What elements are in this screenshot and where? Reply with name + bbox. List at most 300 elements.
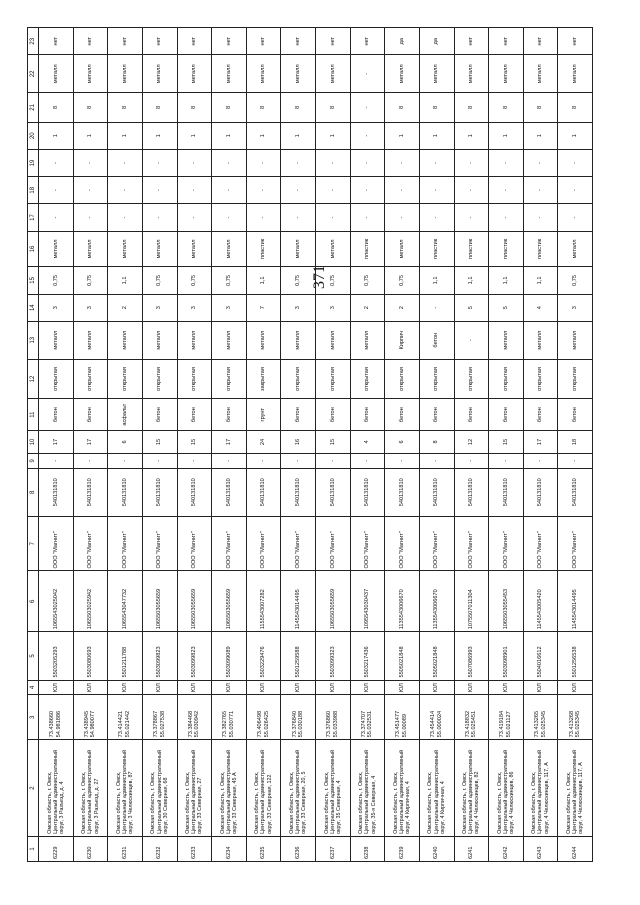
cell-9-cell: -: [454, 453, 489, 468]
fence-cell: металл: [489, 321, 524, 359]
column-header: 10: [28, 430, 39, 453]
fence-cell: металл: [316, 321, 351, 359]
container-material-cell: металл: [39, 231, 74, 267]
cell-9-cell: -: [316, 453, 351, 468]
cell-18-cell: -: [281, 177, 316, 204]
cell-20-cell: 1: [212, 122, 247, 149]
inn-cell: 1065503055659: [177, 571, 212, 632]
inn-cell: 1145543014495: [281, 571, 316, 632]
registry-table: [27, 27, 593, 862]
record-number-cell: 6242: [489, 836, 524, 861]
table-body: [39, 28, 593, 862]
cell-20-cell: 1: [419, 122, 454, 149]
cell-18-cell: -: [385, 177, 420, 204]
volume-cell: 1,1: [246, 267, 281, 294]
organization-cell: ООО "Магнит": [246, 516, 281, 571]
volume-cell: 1,1: [454, 267, 489, 294]
cell-21-cell: 8: [73, 93, 108, 122]
ogrn-cell: 5503229476: [246, 632, 281, 680]
surface-cell: бетон: [39, 399, 74, 430]
cell-19-cell: -: [523, 149, 558, 176]
cell-18-cell: -: [316, 177, 351, 204]
cell-8-cell: 540131810: [177, 468, 212, 516]
cell-21-cell: 8: [419, 93, 454, 122]
inn-cell: 1135543006670: [385, 571, 420, 632]
fence-cell: металл: [73, 321, 108, 359]
cell-22-cell: металл: [246, 55, 281, 93]
cell-22-cell: металл: [385, 55, 420, 93]
cell-8-cell: 540131810: [39, 468, 74, 516]
cell-14-cell: 7: [246, 294, 281, 321]
cell-21-cell: 8: [558, 93, 593, 122]
organization-cell: ООО "Магнит": [142, 516, 177, 571]
record-number-cell: 6233: [177, 836, 212, 861]
cell-8-cell: 540131810: [454, 468, 489, 516]
cell-23-cell: нет: [142, 28, 177, 55]
cell-19-cell: -: [246, 149, 281, 176]
cell-9-cell: -: [489, 453, 524, 468]
table-row: [212, 28, 247, 862]
cell-22-cell: -: [350, 55, 385, 93]
site-type-cell: открытая: [419, 359, 454, 399]
cell-20-cell: 1: [316, 122, 351, 149]
record-number-cell: 6231: [108, 836, 143, 861]
cell-22-cell: металл: [142, 55, 177, 93]
coordinates-cell: 73.419184 55.021127: [489, 695, 524, 740]
column-header: 2: [28, 740, 39, 837]
column-header: 14: [28, 294, 39, 321]
ogrn-cell: 5503099823: [177, 632, 212, 680]
cell-9-cell: -: [281, 453, 316, 468]
cell-22-cell: металл: [108, 55, 143, 93]
page-number: 371: [311, 265, 328, 289]
cell-23-cell: нет: [246, 28, 281, 55]
column-header: 16: [28, 231, 39, 267]
inn-cell: 1145543005420: [523, 571, 558, 632]
ogrn-cell: 5503099823: [142, 632, 177, 680]
surface-cell: бетон: [350, 399, 385, 430]
site-type-cell: открытая: [385, 359, 420, 399]
cell-8-cell: 540131810: [489, 468, 524, 516]
cell-17-cell: -: [419, 204, 454, 231]
cell-17-cell: -: [212, 204, 247, 231]
entity-type-cell: ЮЛ: [212, 680, 247, 695]
cell-14-cell: 3: [212, 294, 247, 321]
entity-type-cell: ЮЛ: [419, 680, 454, 695]
cell-19-cell: -: [108, 149, 143, 176]
table-row: [316, 28, 351, 862]
cell-14-cell: 5: [489, 294, 524, 321]
coordinates-cell: 73.454414 55.000024: [419, 695, 454, 740]
cell-20-cell: 1: [246, 122, 281, 149]
cell-17-cell: -: [316, 204, 351, 231]
site-type-cell: открытая: [454, 359, 489, 399]
cell-14-cell: 4: [523, 294, 558, 321]
ogrn-cell: 5505021848: [385, 632, 420, 680]
organization-cell: ООО "Магнит": [73, 516, 108, 571]
entity-type-cell: ЮЛ: [385, 680, 420, 695]
table-row: [177, 28, 212, 862]
coordinates-cell: 73.413265 55.025345: [523, 695, 558, 740]
cell-8-cell: 540131810: [316, 468, 351, 516]
cell-20-cell: 1: [73, 122, 108, 149]
record-number-cell: 6241: [454, 836, 489, 861]
cell-22-cell: металл: [558, 55, 593, 93]
column-header: 9: [28, 453, 39, 468]
cell-10-cell: 6: [108, 430, 143, 453]
container-material-cell: пластик: [523, 231, 558, 267]
cell-10-cell: 17: [212, 430, 247, 453]
column-header: 17: [28, 204, 39, 231]
cell-21-cell: 8: [385, 93, 420, 122]
cell-18-cell: -: [73, 177, 108, 204]
cell-19-cell: -: [558, 149, 593, 176]
column-header: 1: [28, 836, 39, 861]
record-number-cell: 6230: [73, 836, 108, 861]
table-row: [523, 28, 558, 862]
address-cell: Омская область, г. Омск, Центральный административный округ, 4 Челюскинцев, 86: [489, 740, 524, 837]
ogrn-cell: 5503098901: [489, 632, 524, 680]
cell-19-cell: -: [419, 149, 454, 176]
cell-14-cell: 3: [73, 294, 108, 321]
cell-10-cell: 15: [142, 430, 177, 453]
cell-19-cell: -: [73, 149, 108, 176]
organization-cell: ООО "Магнит": [350, 516, 385, 571]
site-type-cell: открытая: [350, 359, 385, 399]
cell-19-cell: -: [316, 149, 351, 176]
volume-cell: 0,75: [39, 267, 74, 294]
site-type-cell: открытая: [212, 359, 247, 399]
address-cell: Омская область, г. Омск, Центральный административный округ, 33 Северная, 20, 5: [281, 740, 316, 837]
cell-18-cell: -: [454, 177, 489, 204]
column-header: 18: [28, 177, 39, 204]
cell-17-cell: -: [558, 204, 593, 231]
cell-23-cell: нет: [489, 28, 524, 55]
cell-10-cell: 17: [73, 430, 108, 453]
cell-14-cell: 2: [350, 294, 385, 321]
cell-9-cell: -: [385, 453, 420, 468]
organization-cell: ООО "Магнит": [385, 516, 420, 571]
cell-18-cell: -: [212, 177, 247, 204]
table-row: [558, 28, 593, 862]
cell-21-cell: 8: [108, 93, 143, 122]
cell-22-cell: металл: [489, 55, 524, 93]
container-material-cell: пластик: [489, 231, 524, 267]
record-number-cell: 6235: [246, 836, 281, 861]
organization-cell: ООО "Магнит": [558, 516, 593, 571]
entity-type-cell: ЮЛ: [73, 680, 108, 695]
cell-20-cell: 1: [523, 122, 558, 149]
cell-14-cell: 3: [281, 294, 316, 321]
cell-8-cell: 540131810: [385, 468, 420, 516]
cell-9-cell: -: [558, 453, 593, 468]
cell-8-cell: 540131810: [142, 468, 177, 516]
organization-cell: ООО "Магнит": [523, 516, 558, 571]
cell-8-cell: 540131810: [246, 468, 281, 516]
site-type-cell: открытая: [142, 359, 177, 399]
ogrn-cell: 5503217436: [350, 632, 385, 680]
cell-14-cell: 2: [108, 294, 143, 321]
column-header: 19: [28, 149, 39, 176]
address-cell: Омская область, г. Омск, Центральный административный округ, 33 Северная, 122: [246, 740, 281, 837]
cell-23-cell: нет: [523, 28, 558, 55]
volume-cell: 0,75: [212, 267, 247, 294]
volume-cell: 0,75: [385, 267, 420, 294]
ogrn-cell: 5501256538: [558, 632, 593, 680]
address-cell: Омская область, г. Омск, Центральный административный округ, 4 Кирпичная, 4: [385, 740, 420, 837]
record-number-cell: 6236: [281, 836, 316, 861]
cell-9-cell: -: [108, 453, 143, 468]
coordinates-cell: 73.376840 55.030188: [281, 695, 316, 740]
surface-cell: бетон: [177, 399, 212, 430]
cell-23-cell: нет: [73, 28, 108, 55]
inn-cell: 1095543030437: [350, 571, 385, 632]
cell-8-cell: 540131810: [212, 468, 247, 516]
ogrn-cell: 5501211788: [108, 632, 143, 680]
coordinates-cell: 73.376860 55.033988: [316, 695, 351, 740]
cell-21-cell: 8: [316, 93, 351, 122]
ogrn-cell: 5504016612: [523, 632, 558, 680]
cell-10-cell: 6: [385, 430, 420, 453]
cell-18-cell: -: [108, 177, 143, 204]
cell-17-cell: -: [142, 204, 177, 231]
coordinates-cell: 73.384468 55.030942: [177, 695, 212, 740]
surface-cell: бетон: [142, 399, 177, 430]
site-type-cell: открытая: [177, 359, 212, 399]
site-type-cell: открытая: [316, 359, 351, 399]
column-header: 11: [28, 399, 39, 430]
fence-cell: бетон: [419, 321, 454, 359]
site-type-cell: открытая: [558, 359, 593, 399]
cell-9-cell: -: [246, 453, 281, 468]
surface-cell: бетон: [558, 399, 593, 430]
entity-type-cell: ЮЛ: [177, 680, 212, 695]
cell-22-cell: металл: [73, 55, 108, 93]
inn-cell: 1065503055659: [316, 571, 351, 632]
inn-cell: 1065503055453: [489, 571, 524, 632]
cell-10-cell: 15: [316, 430, 351, 453]
cell-20-cell: -: [350, 122, 385, 149]
fence-cell: металл: [281, 321, 316, 359]
cell-23-cell: нет: [281, 28, 316, 55]
address-cell: Омская область, г. Омск, Центральный административный округ, 4 Челюскинцев, 117, А: [523, 740, 558, 837]
cell-14-cell: 5: [454, 294, 489, 321]
cell-23-cell: да: [385, 28, 420, 55]
cell-21-cell: 8: [489, 93, 524, 122]
coordinates-cell: 73.406498 55.026425: [246, 695, 281, 740]
cell-22-cell: металл: [454, 55, 489, 93]
cell-21-cell: 8: [39, 93, 74, 122]
cell-21-cell: 8: [281, 93, 316, 122]
ogrn-cell: 5503205293: [39, 632, 74, 680]
column-header: 3: [28, 695, 39, 740]
cell-17-cell: -: [177, 204, 212, 231]
fence-cell: металл: [558, 321, 593, 359]
cell-9-cell: -: [212, 453, 247, 468]
cell-9-cell: -: [39, 453, 74, 468]
organization-cell: ООО "Магнит": [39, 516, 74, 571]
cell-19-cell: -: [39, 149, 74, 176]
cell-19-cell: -: [212, 149, 247, 176]
table-row: [281, 28, 316, 862]
cell-17-cell: -: [454, 204, 489, 231]
organization-cell: ООО "Магнит": [454, 516, 489, 571]
column-header: 20: [28, 122, 39, 149]
site-type-cell: открытая: [523, 359, 558, 399]
cell-20-cell: 1: [39, 122, 74, 149]
surface-cell: бетон: [385, 399, 420, 430]
coordinates-cell: 73.438660 54.981886: [39, 695, 74, 740]
entity-type-cell: ЮЛ: [489, 680, 524, 695]
address-cell: Омская область, г. Омск, Центральный административный округ, 4 Кирпичная, 4: [419, 740, 454, 837]
ogrn-cell: 5503080693: [73, 632, 108, 680]
entity-type-cell: ЮЛ: [316, 680, 351, 695]
cell-19-cell: -: [489, 149, 524, 176]
cell-20-cell: 1: [385, 122, 420, 149]
container-material-cell: металл: [73, 231, 108, 267]
cell-8-cell: 540131810: [350, 468, 385, 516]
column-header: 23: [28, 28, 39, 55]
inn-cell: 1065503055659: [142, 571, 177, 632]
cell-21-cell: 8: [454, 93, 489, 122]
cell-14-cell: 3: [177, 294, 212, 321]
site-type-cell: закрытая: [246, 359, 281, 399]
cell-21-cell: 8: [177, 93, 212, 122]
cell-14-cell: 3: [39, 294, 74, 321]
cell-8-cell: 540131810: [523, 468, 558, 516]
fence-cell: металл: [142, 321, 177, 359]
address-cell: Омская область, г. Омск, Центральный административный округ, 4 Челюскинцев, 82: [454, 740, 489, 837]
cell-23-cell: нет: [39, 28, 74, 55]
container-material-cell: металл: [385, 231, 420, 267]
cell-18-cell: -: [558, 177, 593, 204]
fence-cell: -: [454, 321, 489, 359]
container-material-cell: пластик: [419, 231, 454, 267]
address-cell: Омская область, г. Омск, Центральный административный округ, 35 Северная, 4: [316, 740, 351, 837]
inn-cell: 1065503055659: [212, 571, 247, 632]
record-number-cell: 6229: [39, 836, 74, 861]
container-material-cell: металл: [177, 231, 212, 267]
entity-type-cell: ЮЛ: [246, 680, 281, 695]
organization-cell: ООО "Магнит": [212, 516, 247, 571]
entity-type-cell: ЮЛ: [523, 680, 558, 695]
record-number-cell: 6234: [212, 836, 247, 861]
organization-cell: ООО "Магнит": [419, 516, 454, 571]
cell-18-cell: -: [350, 177, 385, 204]
cell-17-cell: -: [73, 204, 108, 231]
organization-cell: ООО "Магнит": [316, 516, 351, 571]
organization-cell: ООО "Магнит": [489, 516, 524, 571]
fence-cell: металл: [39, 321, 74, 359]
cell-23-cell: нет: [350, 28, 385, 55]
cell-23-cell: да: [419, 28, 454, 55]
cell-21-cell: 8: [142, 93, 177, 122]
cell-14-cell: 2: [385, 294, 420, 321]
address-cell: Омская область, г. Омск, Центральный административный округ, 3 Разъезд, д. 4: [39, 740, 74, 837]
record-number-cell: 6238: [350, 836, 385, 861]
column-header: 21: [28, 93, 39, 122]
container-material-cell: металл: [316, 231, 351, 267]
site-type-cell: открытая: [489, 359, 524, 399]
volume-cell: 0,75: [316, 267, 351, 294]
column-header: 15: [28, 267, 39, 294]
inn-cell: 1065543047732: [108, 571, 143, 632]
cell-20-cell: 1: [108, 122, 143, 149]
site-type-cell: открытая: [108, 359, 143, 399]
cell-9-cell: -: [142, 453, 177, 468]
cell-10-cell: 4: [350, 430, 385, 453]
column-header: 22: [28, 55, 39, 93]
column-header: 4: [28, 680, 39, 695]
address-cell: Омская область, г. Омск, Центральный административный округ, 30 Северная, 68: [142, 740, 177, 837]
table-row: [142, 28, 177, 862]
cell-23-cell: нет: [212, 28, 247, 55]
table-row: [246, 28, 281, 862]
coordinates-cell: 73.413268 55.025345: [558, 695, 593, 740]
cell-20-cell: 1: [281, 122, 316, 149]
cell-17-cell: -: [108, 204, 143, 231]
address-cell: Омская область, г. Омск, Центральный административный округ, 3 Разъезд, д. 27: [73, 740, 108, 837]
record-number-cell: 6244: [558, 836, 593, 861]
container-material-cell: металл: [558, 231, 593, 267]
cell-9-cell: -: [419, 453, 454, 468]
column-header: 5: [28, 632, 39, 680]
fence-cell: металл: [350, 321, 385, 359]
cell-19-cell: -: [142, 149, 177, 176]
record-number-cell: 6240: [419, 836, 454, 861]
cell-9-cell: -: [350, 453, 385, 468]
cell-14-cell: 3: [316, 294, 351, 321]
cell-9-cell: -: [73, 453, 108, 468]
cell-17-cell: -: [39, 204, 74, 231]
table-row: [73, 28, 108, 862]
cell-17-cell: -: [523, 204, 558, 231]
surface-cell: грунт: [246, 399, 281, 430]
coordinates-cell: 73.374707 55.032531: [350, 695, 385, 740]
column-header: 8: [28, 468, 39, 516]
cell-19-cell: -: [350, 149, 385, 176]
cell-23-cell: нет: [177, 28, 212, 55]
surface-cell: бетон: [281, 399, 316, 430]
cell-17-cell: -: [385, 204, 420, 231]
inn-cell: 1135543006670: [419, 571, 454, 632]
column-header: 12: [28, 359, 39, 399]
cell-14-cell: -: [419, 294, 454, 321]
cell-20-cell: 1: [558, 122, 593, 149]
cell-18-cell: -: [142, 177, 177, 204]
cell-10-cell: 24: [246, 430, 281, 453]
cell-22-cell: металл: [316, 55, 351, 93]
cell-8-cell: 540131810: [419, 468, 454, 516]
container-material-cell: пластик: [454, 231, 489, 267]
cell-21-cell: 8: [523, 93, 558, 122]
cell-20-cell: 1: [177, 122, 212, 149]
fence-cell: металл: [523, 321, 558, 359]
entity-type-cell: ЮЛ: [558, 680, 593, 695]
site-type-cell: открытая: [281, 359, 316, 399]
cell-19-cell: -: [385, 149, 420, 176]
cell-19-cell: -: [454, 149, 489, 176]
entity-type-cell: ЮЛ: [39, 680, 74, 695]
ogrn-cell: 5503099323: [316, 632, 351, 680]
volume-cell: 1,1: [523, 267, 558, 294]
cell-14-cell: 3: [558, 294, 593, 321]
cell-22-cell: металл: [523, 55, 558, 93]
inn-cell: 1155543007282: [246, 571, 281, 632]
volume-cell: 1,1: [419, 267, 454, 294]
container-material-cell: металл: [142, 231, 177, 267]
address-cell: Омская область, г. Омск, Центральный административный округ, 33 Северная, 27: [177, 740, 212, 837]
